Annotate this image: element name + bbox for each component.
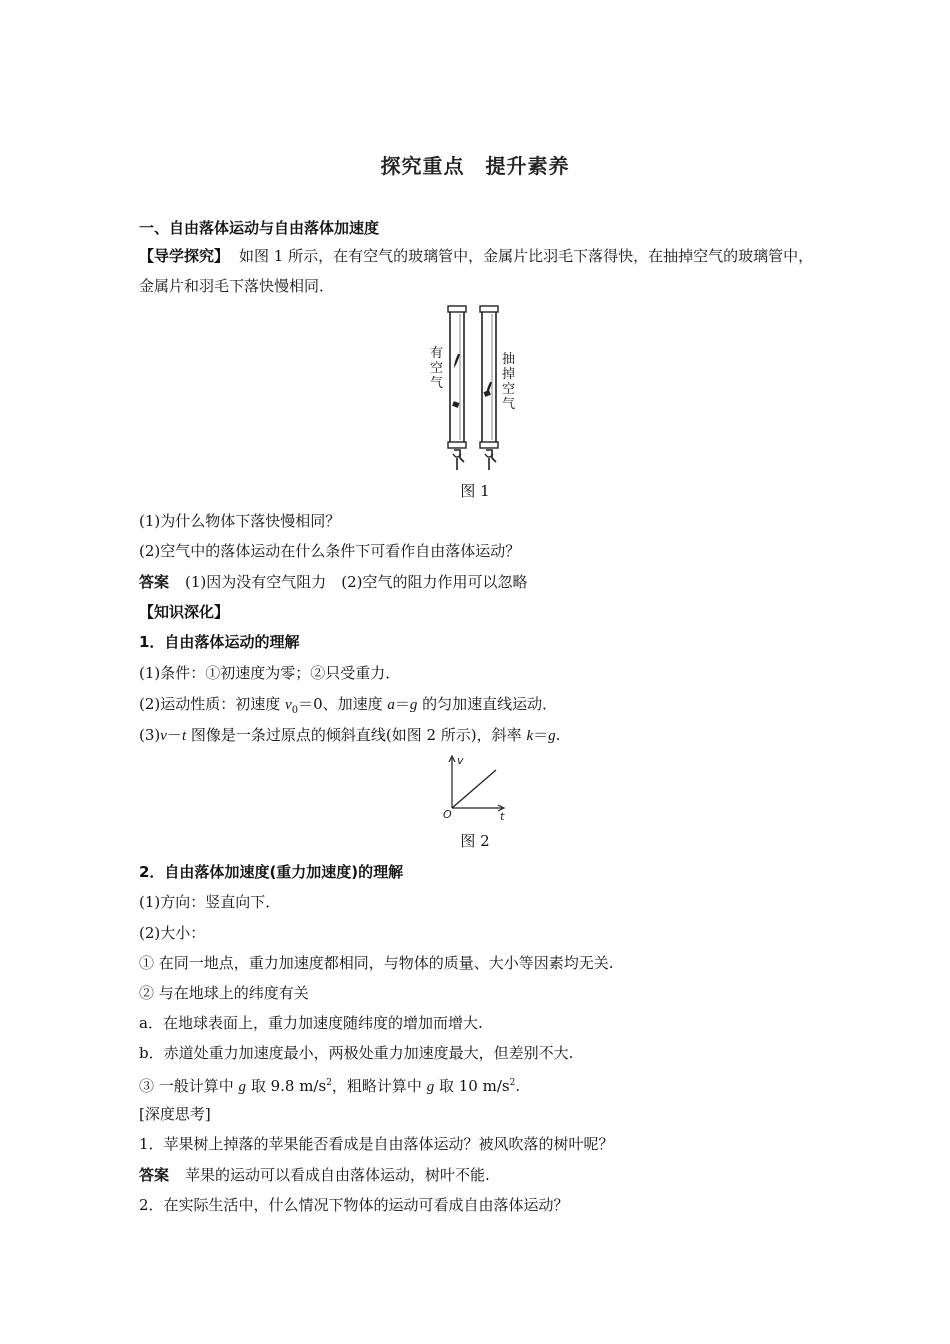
condition-line: (1)条件：①初速度为零；②只受重力．	[139, 664, 401, 682]
guide-paragraph	[139, 241, 819, 301]
right-tube	[482, 308, 496, 446]
guide-text: 如图 1 所示，在有空气的玻璃管中，金属片比羽毛下落得快，在抽掉空气的玻璃管中，金属片和羽毛下落快慢相同．	[139, 247, 814, 295]
latitude-b-line: b．赤道处重力加速度最小，两极处重力加速度最大，但差别不大.	[139, 1044, 574, 1062]
deep-thinking-label: [深度思考]	[139, 1105, 211, 1123]
x-axis-label: t	[500, 810, 505, 823]
answer-label: 答案	[139, 573, 170, 591]
same-place-line: ① 在同一地点，重力加速度都相同，与物体的质量、大小等因素均无关.	[139, 954, 614, 972]
page-title: 探究重点 提升素养	[380, 154, 570, 178]
knowledge-heading-2: 2．自由落体加速度(重力加速度)的理解	[139, 863, 404, 881]
vt-graph-line: (3)v－t 图像是一条过原点的倾斜直线(如图 2 所示)，斜率 k＝g.	[139, 726, 561, 744]
deep-answer-text: 苹果的运动可以看成自由落体运动，树叶不能.	[185, 1166, 490, 1184]
latitude-a-line: a．在地球表面上，重力加速度随纬度的增加而增大.	[139, 1014, 483, 1032]
direction-line: (1)方向：竖直向下．	[139, 893, 281, 911]
vt-line	[452, 770, 496, 808]
fig1-right-label: 抽掉空气	[502, 352, 516, 412]
deep-answer-label: 答案	[139, 1166, 170, 1184]
motion-property-line: (2)运动性质：初速度 $v_0=0$、加速度 a＝g 的匀加速直线运动．	[139, 695, 558, 716]
magnitude-line: (2)大小：	[139, 924, 206, 942]
guide-label: 【导学探究】	[139, 247, 230, 265]
answer-text: (1)因为没有空气阻力 (2)空气的阻力作用可以忽略	[185, 573, 528, 591]
figure-2-caption: 图 2	[460, 832, 490, 850]
knowledge-label: 【知识深化】	[139, 603, 230, 621]
question-1: (1)为什么物体下落快慢相同？	[139, 512, 341, 530]
deep-question-1: 1．苹果树上掉落的苹果能否看成是自由落体运动？被风吹落的树叶呢？	[139, 1135, 614, 1153]
g-value-line: ③ 一般计算中 g 取 9.8 $m/s^2$，粗略计算中 g 取 10 $m/s^2$.	[139, 1077, 521, 1095]
question-2: (2)空气中的落体运动在什么条件下可看作自由落体运动？	[139, 542, 521, 560]
section-heading: 一、自由落体运动与自由落体加速度	[139, 219, 380, 237]
deep-question-2: 2．在实际生活中，什么情况下物体的运动可看成自由落体运动？	[139, 1196, 569, 1214]
y-axis-label: v	[457, 754, 464, 767]
deep-answer-1	[139, 1163, 490, 1187]
knowledge-heading-1: 1．自由落体运动的理解	[139, 633, 300, 651]
origin-label: O	[443, 808, 452, 821]
fig1-left-label: 有空气	[430, 346, 444, 391]
left-tube	[450, 308, 464, 446]
figure-1-caption: 图 1	[460, 482, 490, 500]
latitude-line: ② 与在地球上的纬度有关	[139, 984, 309, 1002]
answer-1	[139, 570, 528, 594]
figure-2-vt-graph	[410, 752, 520, 824]
